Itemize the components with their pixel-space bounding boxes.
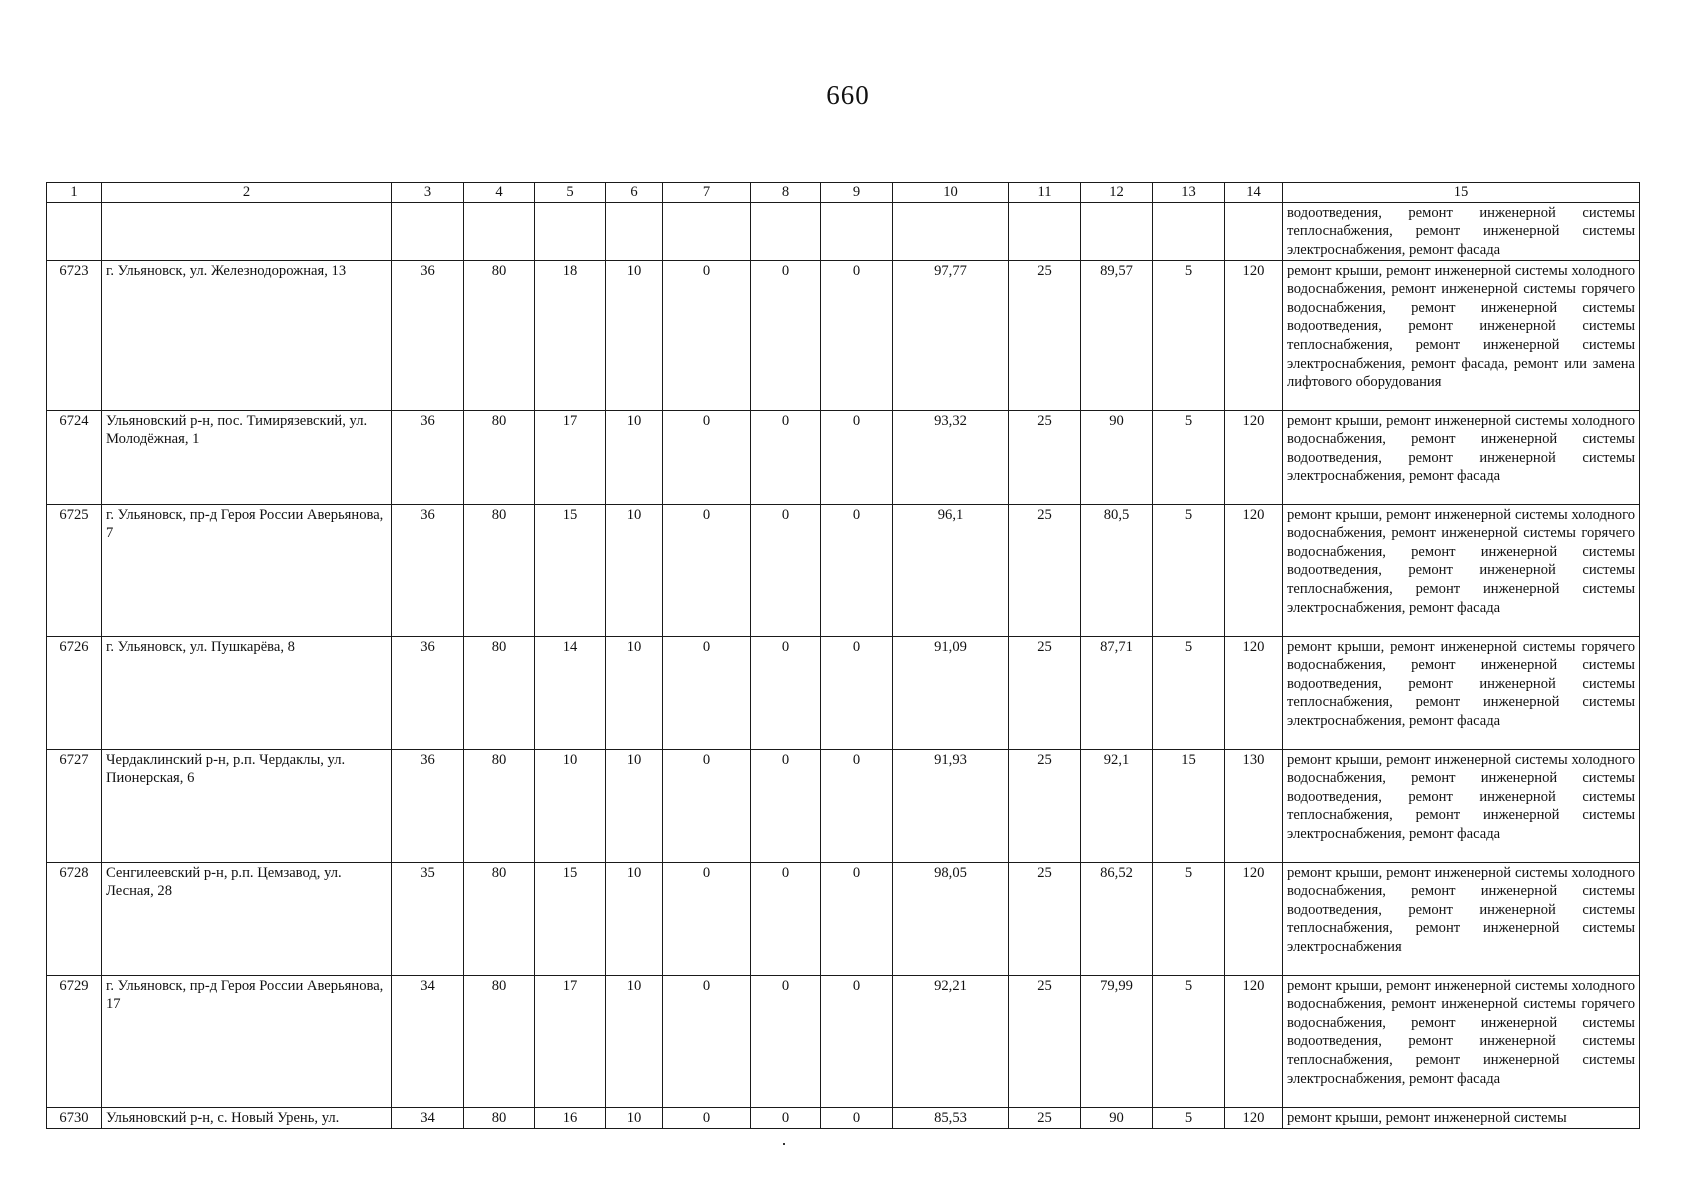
col-9-value: 0 (821, 504, 893, 636)
column-header: 8 (751, 183, 821, 203)
col-10-value: 97,77 (893, 260, 1009, 410)
col-5-value: 14 (535, 636, 606, 749)
col-8-value: 0 (751, 862, 821, 975)
col-11-value: 25 (1009, 1107, 1081, 1128)
col-14-value: 120 (1225, 975, 1283, 1107)
col-12-value: 90 (1081, 1107, 1153, 1128)
col-6-value: 10 (606, 410, 663, 504)
col-13-value: 5 (1153, 410, 1225, 504)
column-header: 11 (1009, 183, 1081, 203)
col-7-value (663, 202, 751, 260)
col-8-value: 0 (751, 636, 821, 749)
col-12-value: 89,57 (1081, 260, 1153, 410)
col-5-value: 15 (535, 504, 606, 636)
works-list: ремонт крыши, ремонт инженерной системы холодного водоснабжения, ремонт инженерной системы водоотведения, ремонт инженерной системы теплоснабжения, ремонт инженерной системы электроснабжения (1283, 862, 1640, 975)
col-4-value (464, 202, 535, 260)
col-3-value (392, 202, 464, 260)
col-11-value: 25 (1009, 504, 1081, 636)
col-3-value: 34 (392, 1107, 464, 1128)
column-header: 10 (893, 183, 1009, 203)
col-8-value: 0 (751, 1107, 821, 1128)
col-4-value: 80 (464, 504, 535, 636)
address: Ульяновский р-н, пос. Тимирязевский, ул. Молодёжная, 1 (102, 410, 392, 504)
col-6-value: 10 (606, 749, 663, 862)
col-10-value: 98,05 (893, 862, 1009, 975)
address: г. Ульяновск, ул. Железнодорожная, 13 (102, 260, 392, 410)
works-list: ремонт крыши, ремонт инженерной системы холодного водоснабжения, ремонт инженерной системы горячего водоснабжения, ремонт инженерной системы водоотведения, ремонт инженерной системы теплоснабжения, ремонт инженерной системы электроснабжения, ремонт фасада (1283, 975, 1640, 1107)
works-list: ремонт крыши, ремонт инженерной системы горячего водоснабжения, ремонт инженерной системы водоотведения, ремонт инженерной системы теплоснабжения, ремонт инженерной системы электроснабжения, ремонт фасада (1283, 636, 1640, 749)
column-header: 5 (535, 183, 606, 203)
address: г. Ульяновск, ул. Пушкарёва, 8 (102, 636, 392, 749)
col-4-value: 80 (464, 749, 535, 862)
address: г. Ульяновск, пр-д Героя России Аверьянова, 7 (102, 504, 392, 636)
address: Сенгилеевский р-н, р.п. Цемзавод, ул. Лесная, 28 (102, 862, 392, 975)
column-header: 14 (1225, 183, 1283, 203)
col-9-value: 0 (821, 260, 893, 410)
col-6-value: 10 (606, 260, 663, 410)
col-7-value: 0 (663, 410, 751, 504)
col-10-value: 92,21 (893, 975, 1009, 1107)
column-header: 4 (464, 183, 535, 203)
col-3-value: 36 (392, 636, 464, 749)
col-7-value: 0 (663, 260, 751, 410)
col-4-value: 80 (464, 1107, 535, 1128)
col-14-value: 120 (1225, 636, 1283, 749)
col-14-value: 120 (1225, 862, 1283, 975)
table-row (47, 749, 1640, 862)
col-11-value: 25 (1009, 749, 1081, 862)
scan-speck (783, 1143, 785, 1145)
works-list: водоотведения, ремонт инженерной системы теплоснабжения, ремонт инженерной системы электроснабжения, ремонт фасада (1283, 202, 1640, 260)
col-7-value: 0 (663, 1107, 751, 1128)
col-11-value: 25 (1009, 862, 1081, 975)
works-list: ремонт крыши, ремонт инженерной системы (1283, 1107, 1640, 1128)
col-5-value: 16 (535, 1107, 606, 1128)
col-9-value: 0 (821, 636, 893, 749)
col-3-value: 35 (392, 862, 464, 975)
col-8-value: 0 (751, 749, 821, 862)
page-number: 660 (826, 80, 870, 110)
col-10-value: 85,53 (893, 1107, 1009, 1128)
column-header: 3 (392, 183, 464, 203)
row-number: 6729 (47, 975, 102, 1107)
col-7-value: 0 (663, 862, 751, 975)
address: Ульяновский р-н, с. Новый Урень, ул. (102, 1107, 392, 1128)
col-13-value: 15 (1153, 749, 1225, 862)
col-5-value: 10 (535, 749, 606, 862)
col-9-value: 0 (821, 1107, 893, 1128)
column-header: 2 (102, 183, 392, 203)
col-9-value: 0 (821, 749, 893, 862)
col-14-value: 130 (1225, 749, 1283, 862)
col-3-value: 36 (392, 260, 464, 410)
col-13-value: 5 (1153, 504, 1225, 636)
works-list: ремонт крыши, ремонт инженерной системы холодного водоснабжения, ремонт инженерной системы водоотведения, ремонт инженерной системы электроснабжения, ремонт фасада (1283, 410, 1640, 504)
works-list: ремонт крыши, ремонт инженерной системы холодного водоснабжения, ремонт инженерной системы горячего водоснабжения, ремонт инженерной системы водоотведения, ремонт инженерной системы теплоснабжения, ремонт инженерной системы электроснабжения, ремонт фасада, ремонт или замена лифтового оборудования (1283, 260, 1640, 410)
col-5-value: 17 (535, 975, 606, 1107)
address: Чердаклинский р-н, р.п. Чердаклы, ул. Пионерская, 6 (102, 749, 392, 862)
col-14-value (1225, 202, 1283, 260)
col-11-value: 25 (1009, 410, 1081, 504)
col-13-value: 5 (1153, 1107, 1225, 1128)
col-13-value (1153, 202, 1225, 260)
col-13-value: 5 (1153, 636, 1225, 749)
col-3-value: 34 (392, 975, 464, 1107)
col-6-value (606, 202, 663, 260)
row-number: 6726 (47, 636, 102, 749)
col-8-value: 0 (751, 410, 821, 504)
header-row (47, 183, 1640, 203)
col-7-value: 0 (663, 504, 751, 636)
col-10-value: 91,09 (893, 636, 1009, 749)
col-14-value: 120 (1225, 260, 1283, 410)
col-4-value: 80 (464, 862, 535, 975)
row-number: 6730 (47, 1107, 102, 1128)
col-11-value: 25 (1009, 636, 1081, 749)
col-8-value: 0 (751, 260, 821, 410)
table-row (47, 975, 1640, 1107)
col-3-value: 36 (392, 410, 464, 504)
column-header: 7 (663, 183, 751, 203)
table-row (47, 862, 1640, 975)
table-row (47, 504, 1640, 636)
col-12-value: 90 (1081, 410, 1153, 504)
col-9-value: 0 (821, 975, 893, 1107)
row-number: 6724 (47, 410, 102, 504)
repair-program-table (46, 182, 1640, 1129)
works-list: ремонт крыши, ремонт инженерной системы холодного водоснабжения, ремонт инженерной системы горячего водоснабжения, ремонт инженерной системы водоотведения, ремонт инженерной системы теплоснабжения, ремонт инженерной системы электроснабжения, ремонт фасада (1283, 504, 1640, 636)
table-row (47, 202, 1640, 260)
col-12-value: 79,99 (1081, 975, 1153, 1107)
column-header: 1 (47, 183, 102, 203)
col-5-value: 17 (535, 410, 606, 504)
col-4-value: 80 (464, 636, 535, 749)
col-9-value (821, 202, 893, 260)
col-6-value: 10 (606, 1107, 663, 1128)
column-header: 15 (1283, 183, 1640, 203)
table-row (47, 260, 1640, 410)
col-13-value: 5 (1153, 260, 1225, 410)
row-number: 6728 (47, 862, 102, 975)
col-6-value: 10 (606, 862, 663, 975)
col-5-value (535, 202, 606, 260)
col-13-value: 5 (1153, 975, 1225, 1107)
col-12-value: 92,1 (1081, 749, 1153, 862)
column-header: 9 (821, 183, 893, 203)
col-11-value: 25 (1009, 975, 1081, 1107)
col-13-value: 5 (1153, 862, 1225, 975)
col-12-value: 87,71 (1081, 636, 1153, 749)
col-9-value: 0 (821, 410, 893, 504)
col-6-value: 10 (606, 975, 663, 1107)
row-number: 6727 (47, 749, 102, 862)
column-header: 12 (1081, 183, 1153, 203)
column-header: 13 (1153, 183, 1225, 203)
row-number: 6725 (47, 504, 102, 636)
col-7-value: 0 (663, 749, 751, 862)
row-number (47, 202, 102, 260)
col-5-value: 18 (535, 260, 606, 410)
col-3-value: 36 (392, 749, 464, 862)
col-8-value (751, 202, 821, 260)
col-10-value (893, 202, 1009, 260)
col-8-value: 0 (751, 504, 821, 636)
address (102, 202, 392, 260)
column-header: 6 (606, 183, 663, 203)
col-12-value (1081, 202, 1153, 260)
col-7-value: 0 (663, 975, 751, 1107)
table-row (47, 636, 1640, 749)
col-4-value: 80 (464, 975, 535, 1107)
col-12-value: 86,52 (1081, 862, 1153, 975)
address: г. Ульяновск, пр-д Героя России Аверьянова, 17 (102, 975, 392, 1107)
col-14-value: 120 (1225, 504, 1283, 636)
table-row (47, 1107, 1640, 1128)
col-9-value: 0 (821, 862, 893, 975)
col-3-value: 36 (392, 504, 464, 636)
col-6-value: 10 (606, 636, 663, 749)
col-8-value: 0 (751, 975, 821, 1107)
col-10-value: 96,1 (893, 504, 1009, 636)
col-5-value: 15 (535, 862, 606, 975)
works-list: ремонт крыши, ремонт инженерной системы холодного водоснабжения, ремонт инженерной системы водоотведения, ремонт инженерной системы теплоснабжения, ремонт инженерной системы электроснабжения, ремонт фасада (1283, 749, 1640, 862)
col-4-value: 80 (464, 260, 535, 410)
row-number: 6723 (47, 260, 102, 410)
table-row (47, 410, 1640, 504)
col-11-value (1009, 202, 1081, 260)
col-7-value: 0 (663, 636, 751, 749)
col-10-value: 91,93 (893, 749, 1009, 862)
col-12-value: 80,5 (1081, 504, 1153, 636)
col-10-value: 93,32 (893, 410, 1009, 504)
col-14-value: 120 (1225, 410, 1283, 504)
col-14-value: 120 (1225, 1107, 1283, 1128)
col-11-value: 25 (1009, 260, 1081, 410)
table-body (47, 183, 1640, 1129)
col-4-value: 80 (464, 410, 535, 504)
col-6-value: 10 (606, 504, 663, 636)
